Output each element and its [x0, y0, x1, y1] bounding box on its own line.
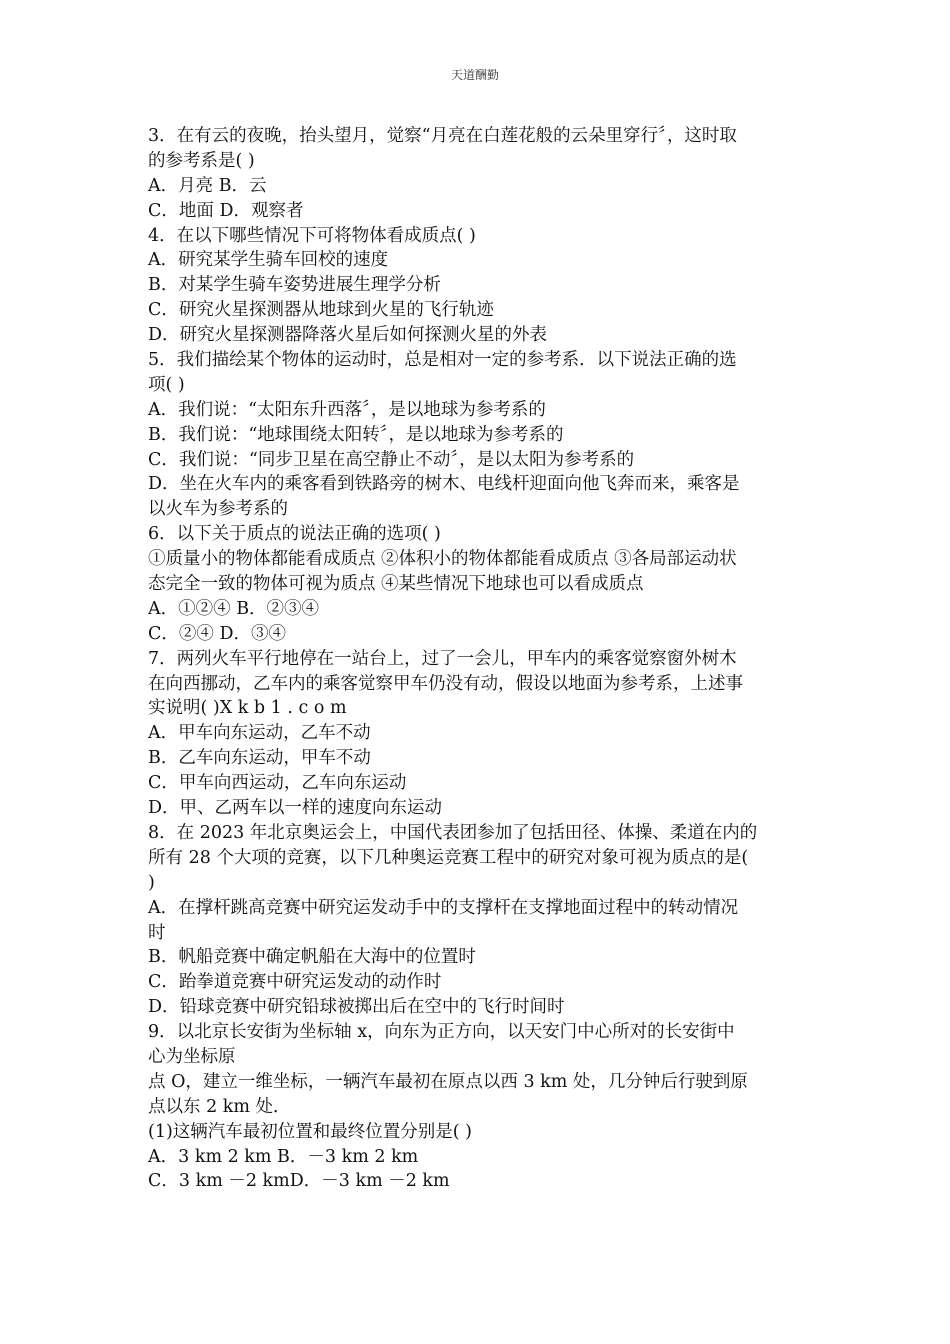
- q7-line-2: 在向西挪动，乙车内的乘客觉察甲车仍没有动，假设以地面为参考系，上述事: [148, 673, 743, 694]
- q9-sub1-options-ab: A．3 km 2 km B．－3 km 2 km: [148, 1146, 419, 1167]
- q4-option-c: C．研究火星探测器从地球到火星的飞行轨迹: [148, 300, 494, 321]
- q9-line-2: 心为坐标原: [148, 1046, 236, 1067]
- q8-option-a-line-1: A．在撑杆跳高竞赛中研究运发动手中的支撑杆在支撑地面过程中的转动情况: [148, 897, 739, 918]
- q3-options-cd: C．地面 D．观察者: [148, 200, 304, 221]
- q4-option-a: A．研究某学生骑车回校的速度: [148, 250, 389, 271]
- q5-option-b: B．我们说：“地球围绕太阳转〞，是以地球为参考系的: [148, 424, 564, 445]
- q6-stem: 6．以下关于质点的说法正确的选项( ): [148, 524, 441, 545]
- q5-option-d-line-1: D．坐在火车内的乘客看到铁路旁的树木、电线杆迎面向他飞奔而来，乘客是: [148, 474, 740, 495]
- q8-option-a-line-2: 时: [148, 922, 166, 943]
- q7-line-1: 7．两列火车平行地停在一站台上，过了一会儿，甲车内的乘客觉察窗外树木: [148, 648, 737, 669]
- q8-option-c: C．跆拳道竞赛中研究运发动的动作时: [148, 972, 442, 993]
- q9-sub1-stem: (1)这辆汽车最初位置和最终位置分别是( ): [148, 1121, 473, 1142]
- q7-option-b: B．乙车向东运动，甲车不动: [148, 748, 371, 769]
- q3-options-ab: A．月亮 B．云: [148, 175, 267, 196]
- q5-line-2: 项( ): [148, 374, 185, 395]
- q3-line-1: 3．在有云的夜晚，抬头望月，觉察“月亮在白莲花般的云朵里穿行〞，这时取: [148, 126, 737, 146]
- q9-line-3: 点 O，建立一维坐标，一辆汽车最初在原点以西 3 km 处，几分钟后行驶到原: [148, 1071, 748, 1092]
- q5-line-1: 5．我们描绘某个物体的运动时，总是相对一定的参考系．以下说法正确的选: [148, 350, 737, 371]
- q4-option-d: D．研究火星探测器降落火星后如何探测火星的外表: [148, 325, 548, 346]
- q9-sub1-options-cd: C．3 km －2 kmD．－3 km －2 km: [148, 1171, 450, 1192]
- q6-statements-line-1: ①质量小的物体都能看成质点 ②体积小的物体都能看成质点 ③各局部运动状: [148, 549, 737, 570]
- q5-option-d-line-2: 以火车为参考系的: [148, 499, 288, 520]
- q8-option-b: B．帆船竞赛中确定帆船在大海中的位置时: [148, 947, 476, 968]
- q4-stem: 4．在以下哪些情况下可将物体看成质点( ): [148, 225, 476, 246]
- q3-line-2: 的参考系是( ): [148, 150, 255, 171]
- q5-option-c: C．我们说：“同步卫星在高空静止不动〞，是以太阳为参考系的: [148, 449, 635, 470]
- q6-options-cd: C．②④ D．③④: [148, 623, 286, 644]
- q8-line-2: 所有 28 个大项的竞赛，以下几种奥运竞赛工程中的研究对象可视为质点的是(: [148, 847, 749, 868]
- q8-line-1: 8．在 2023 年北京奥运会上，中国代表团参加了包括田径、体操、柔道在内的: [148, 822, 758, 843]
- document-body: [148, 124, 808, 1194]
- q7-option-a: A．甲车向东运动，乙车不动: [148, 723, 371, 744]
- q9-line-1: 9．以北京长安街为坐标轴 x，向东为正方向，以天安门中心所对的长安街中: [148, 1022, 735, 1043]
- q7-option-d: D．甲、乙两车以一样的速度向东运动: [148, 798, 443, 819]
- page-header: 天道酬勤: [450, 68, 499, 82]
- q5-option-a: A．我们说：“太阳东升西落〞，是以地球为参考系的: [148, 399, 546, 420]
- q8-line-3: ): [148, 872, 155, 893]
- q6-statements-line-2: 态完全一致的物体可视为质点 ④某些情况下地球也可以看成质点: [148, 574, 644, 595]
- q8-option-d: D．铅球竞赛中研究铅球被掷出后在空中的飞行时间时: [148, 997, 565, 1018]
- q7-option-c: C．甲车向西运动，乙车向东运动: [148, 773, 407, 794]
- q9-line-4: 点以东 2 km 处．: [148, 1096, 291, 1117]
- q4-option-b: B．对某学生骑车姿势进展生理学分析: [148, 275, 441, 296]
- q7-line-3: 实说明( )X k b 1 . c o m: [148, 698, 347, 719]
- q6-options-ab: A．①②④ B．②③④: [148, 598, 320, 619]
